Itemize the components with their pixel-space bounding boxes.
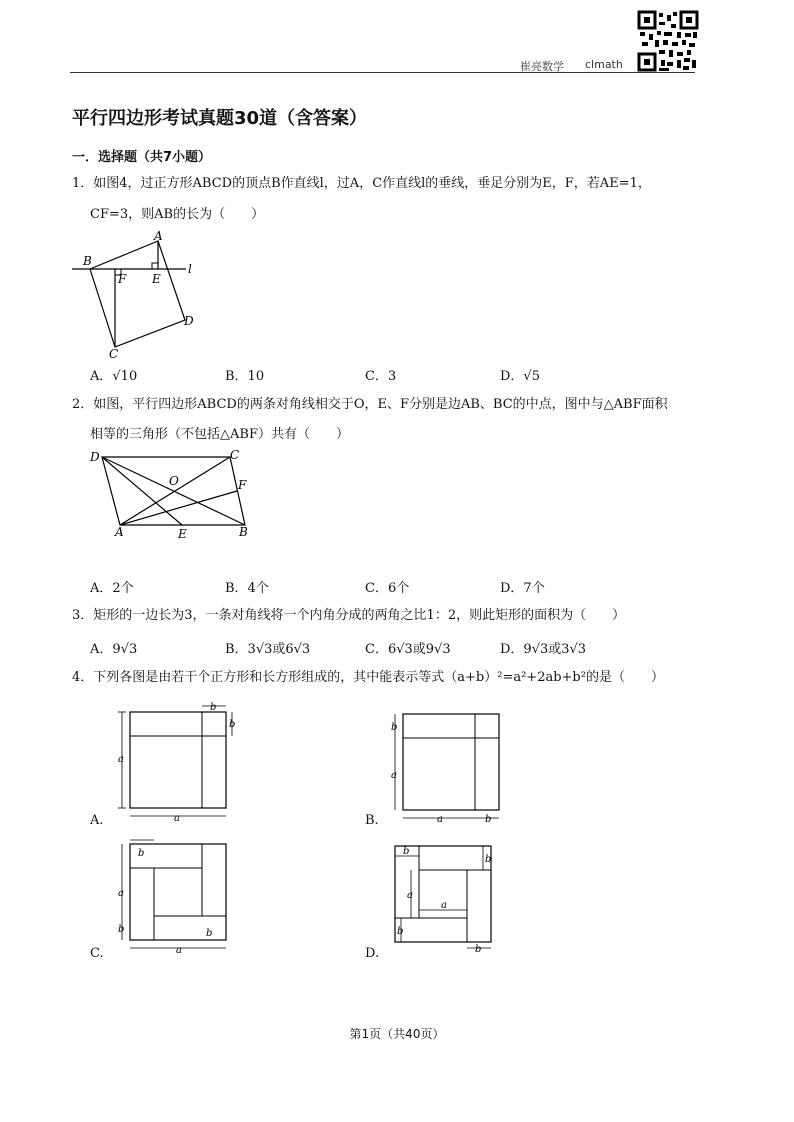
q1-option-a: A．√10 [90, 369, 138, 384]
page-title: 平行四边形考试真题30道（含答案） [72, 108, 368, 129]
q4-option-d: D. [365, 946, 380, 961]
q1-option-d: D．√5 [500, 369, 540, 384]
page-footer: 第1页（共40页） [349, 1027, 445, 1041]
q1-label-d: D [184, 314, 194, 328]
section-heading: 一．选择题（共7小题） [72, 150, 212, 165]
q3-line1: 3．矩形的一边长为3，一条对角线将一个内角分成的两角之比1：2，则此矩形的面积为（ ） [72, 608, 626, 623]
q4a-dim-a-left: a [118, 754, 124, 765]
q3-option-b: B．3√3或6√3 [225, 642, 311, 657]
q4-figure-b [385, 700, 515, 830]
q2-option-d: D．7个 [500, 581, 545, 596]
q4-figure-c [110, 838, 240, 958]
q4-figure-d [385, 838, 515, 958]
q1-label-f: F [118, 272, 127, 286]
q1-option-c: C．3 [365, 369, 397, 384]
q4d-dim-a-inner: a [441, 900, 447, 911]
q4-line1: 4．下列各图是由若干个正方形和长方形组成的，其中能表示等式（a+b）²=a²+2ab+b²的是（ ） [72, 670, 664, 685]
q4a-dim-a-bottom: a [174, 813, 180, 824]
q2-label-e: E [178, 527, 187, 541]
q3-option-d: D．9√3或3√3 [500, 642, 587, 657]
q2-label-c: C [230, 448, 240, 462]
q1-label-c: C [109, 347, 119, 360]
q4-option-c: C. [90, 946, 104, 961]
q2-line1: 2．如图，平行四边形ABCD的两条对角线相交于O，E、F分别是边AB、BC的中点，图中与△ABF面积 [72, 397, 668, 412]
header-rule [70, 72, 695, 73]
q2-label-b: B [239, 525, 248, 539]
q4c-dim-b-inner: b [206, 928, 213, 939]
q2-label-a: A [115, 525, 124, 539]
q1-figure [68, 225, 208, 360]
q3-option-c: C．6√3或9√3 [365, 642, 451, 657]
q1-label-l: l [188, 262, 192, 276]
q4d-dim-b-right: b [485, 854, 492, 865]
q4-figure-a [110, 700, 240, 830]
q1-label-b: B [83, 254, 92, 268]
q2-label-f: F [238, 478, 247, 492]
q4-option-a: A. [90, 813, 104, 828]
q2-label-o: O [169, 474, 179, 488]
q1-label-a: A [154, 229, 163, 243]
q4a-dim-b-top: b [210, 702, 217, 713]
q2-label-d: D [90, 450, 100, 464]
q4d-dim-b-bottom: b [475, 944, 482, 955]
q2-option-c: C．6个 [365, 581, 410, 596]
q4a-dim-b-right: b [229, 719, 236, 730]
q4b-dim-b-bottom: b [485, 814, 492, 825]
q3-option-a: A．9√3 [90, 642, 138, 657]
q1-label-e: E [152, 272, 161, 286]
qr-code-icon [637, 10, 699, 72]
q1-line1: 1．如图4，过正方形ABCD的顶点B作直线l，过A，C作直线l的垂线，垂足分别为E，F，若AE=1， [72, 176, 651, 191]
header-site: clmath [585, 58, 623, 71]
q4c-dim-a-left: a [118, 888, 124, 899]
q4d-dim-b-left: b [397, 926, 404, 937]
q1-option-b: B．10 [225, 369, 265, 384]
q4-option-b: B. [365, 813, 379, 828]
q2-line2: 相等的三角形（不包括△ABF）共有（ ） [90, 427, 349, 442]
q2-option-b: B．4个 [225, 581, 269, 596]
q4c-dim-a-bottom: a [176, 945, 182, 956]
q4b-dim-a-left: a [391, 770, 397, 781]
q4d-dim-b-top: b [403, 846, 410, 857]
q2-option-a: A．2个 [90, 581, 134, 596]
q4b-dim-b-left: b [391, 722, 398, 733]
q4d-dim-a-left: a [407, 890, 413, 901]
q4c-dim-b-left: b [118, 924, 125, 935]
q1-line2: CF=3，则AB的长为（ ） [90, 207, 265, 222]
header-author: 崔亮数学 [520, 60, 564, 73]
q2-figure [85, 445, 265, 545]
q4b-dim-a-bottom: a [437, 814, 443, 825]
q4c-dim-b-top: b [138, 848, 145, 859]
